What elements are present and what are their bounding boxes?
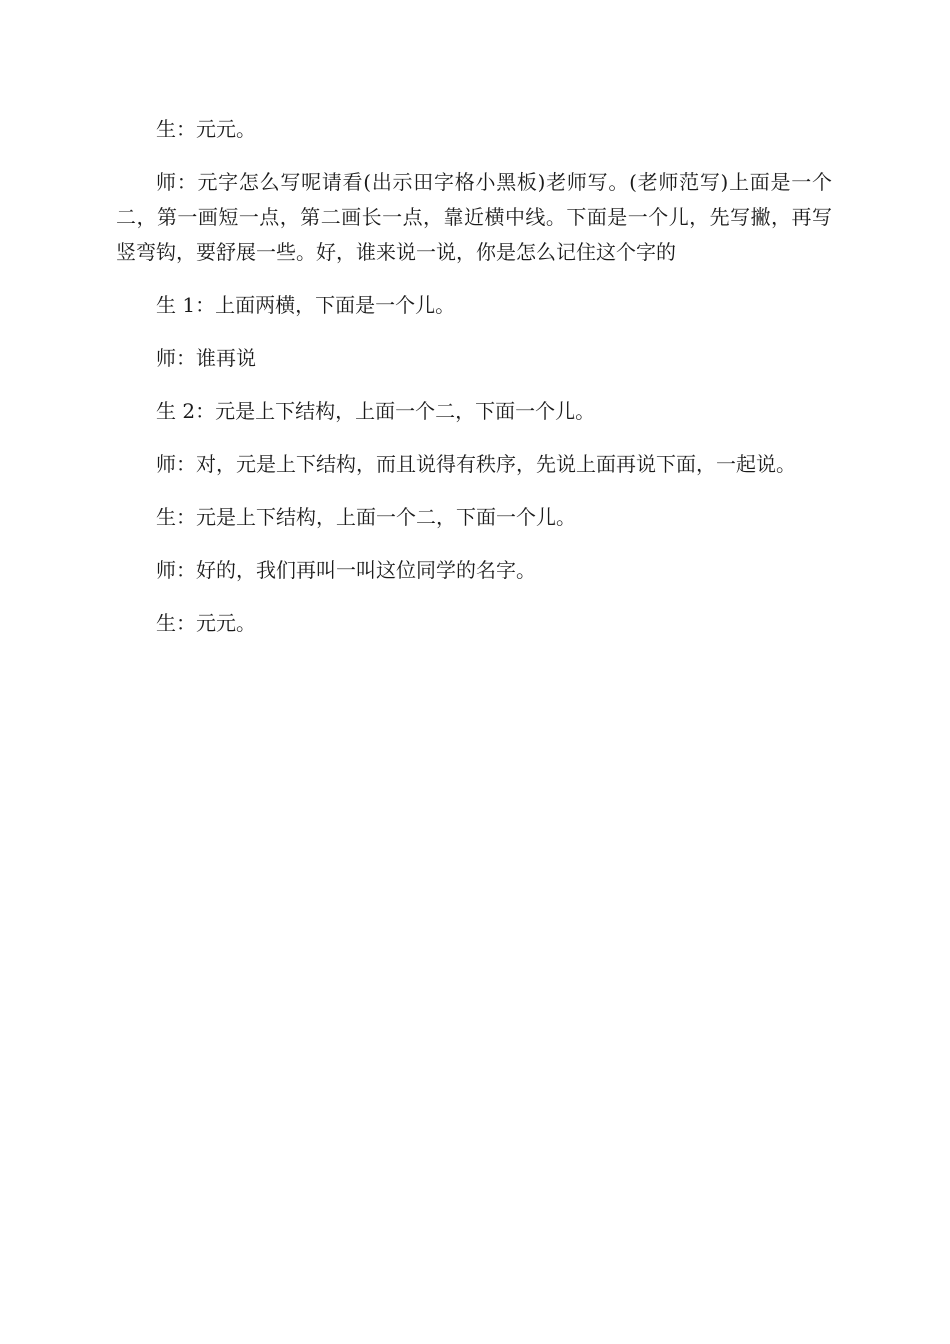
paragraph-student-final-answer: 生：元元。 xyxy=(156,611,256,635)
paragraph-students-chorus: 生：元是上下结构，上面一个二，下面一个儿。 xyxy=(156,505,576,529)
document-body xyxy=(116,112,832,659)
paragraph-student-1: 生 1：上面两横，下面是一个儿。 xyxy=(156,293,456,317)
paragraph-teacher-name-call: 师：好的，我们再叫一叫这位同学的名字。 xyxy=(156,558,536,582)
paragraph-teacher-writing-instruction: 师：元字怎么写呢请看(出示田字格小黑板)老师写。(老师范写)上面是一个二，第一画短一点，第二画长一点，靠近横中线。下面是一个儿，先写撇，再写竖弯钩，要舒展一些。好，谁来说一说，你是怎么记住这个字的 xyxy=(116,170,832,264)
paragraph-teacher-praise: 师：对，元是上下结构，而且说得有秩序，先说上面再说下面，一起说。 xyxy=(156,452,796,476)
paragraph-teacher-prompt: 师：谁再说 xyxy=(156,346,256,370)
paragraph-student-answer: 生：元元。 xyxy=(156,117,256,141)
paragraph-student-2: 生 2：元是上下结构，上面一个二，下面一个儿。 xyxy=(156,399,596,423)
